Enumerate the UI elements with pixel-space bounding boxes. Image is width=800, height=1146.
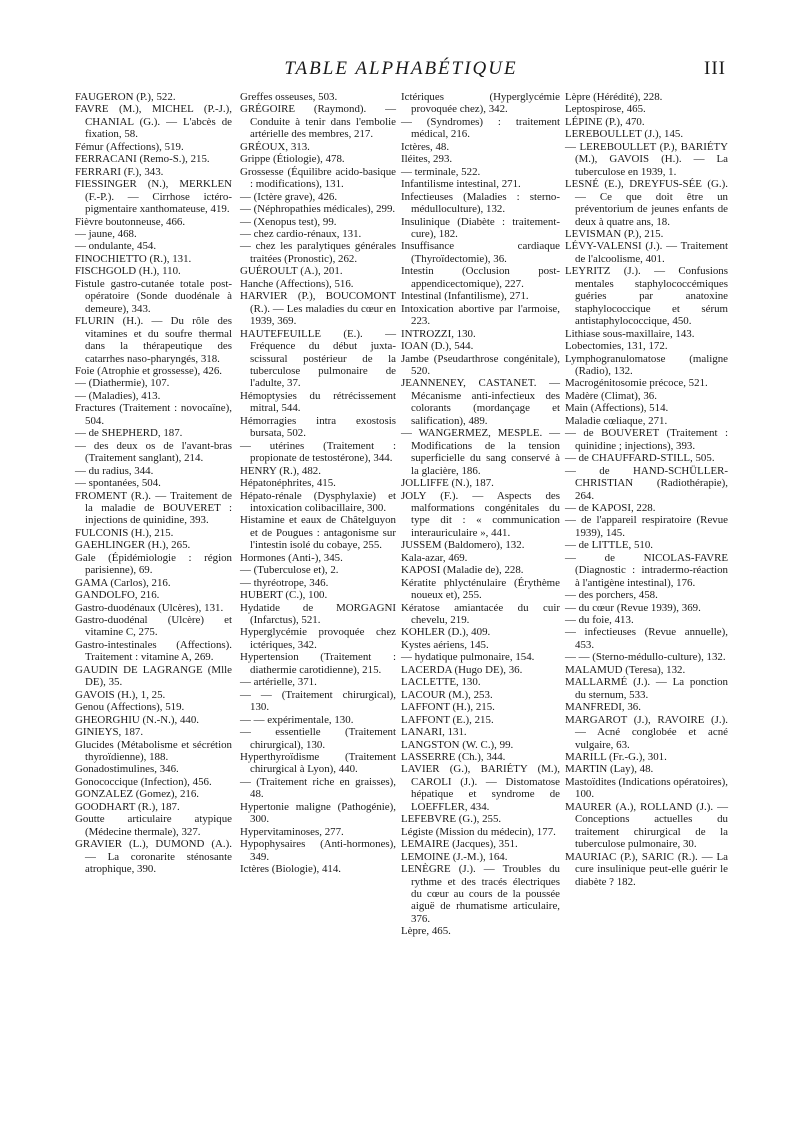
index-entry: GAVOIS (H.), 1, 25. — [75, 688, 166, 701]
index-entry: LEMAIRE (Jacques), 351. — [401, 838, 518, 851]
page-title: TABLE ALPHABÉTIQUE — [284, 58, 518, 79]
index-entry: Grippe (Étiologie), 478. — [240, 153, 345, 166]
index-entry: Genou (Affections), 519. — [75, 701, 185, 714]
index-entry: Hydatide de MORGAGNI (Infarctus), 521. — [240, 601, 396, 627]
index-entry: — — (Sterno-médullo-culture), 132. — [565, 651, 726, 664]
index-entry: — utérines (Traitement : propionate de testostérone), 344. — [240, 439, 396, 465]
index-entry: FIESSINGER (N.), MERKLEN (F.-P.). — Cirrhose ictéro-pigmentaire xanthomateuse, 419. — [75, 178, 232, 216]
index-entry: — infectieuses (Revue annuelle), 453. — [565, 626, 728, 651]
index-entry: LESNÉ (E.), DREYFUS-SÉE (G.). — Ce que doit être un préventorium de jeunes enfants de deux à quatre ans, 18. — [565, 178, 728, 228]
index-entry: — (Xenopus test), 99. — [240, 215, 337, 228]
index-entry: FERRACANI (Remo-S.), 215. — [75, 153, 210, 166]
index-entry: Gastro-intestinales (Affections). Traitement : vitamine A, 269. — [75, 638, 232, 664]
index-entry: Hanche (Affections), 516. — [240, 277, 354, 290]
index-entry: FAUGERON (P.), 522. — [75, 91, 176, 103]
index-entry: LANGSTON (W. C.), 99. — [401, 738, 514, 751]
index-entry: — chez les paralytiques générales traitées (Pronostic), 262. — [240, 240, 396, 265]
index-entry: GRAVIER (L.), DUMOND (A.). — La coronarite sténosante atrophique, 390. — [75, 838, 232, 876]
index-entry: Glucides (Métabolisme et sécrétion thyroïdienne), 188. — [75, 738, 232, 764]
index-entry: KOHLER (D.), 409. — [401, 626, 491, 639]
index-entry: Grossesse (Équilibre acido-basique : modifications), 131. — [240, 165, 396, 191]
index-entry: Leptospirose, 465. — [565, 103, 646, 116]
index-entry: Hypertonie maligne (Pathogénie), 300. — [240, 800, 396, 826]
index-entry: — thyréotrope, 346. — [240, 576, 329, 589]
index-entry: — de l'appareil respiratoire (Revue 1939), 145. — [565, 514, 728, 539]
index-entry: Madère (Climat), 36. — [565, 389, 657, 402]
index-entry: GUÉROULT (A.), 201. — [240, 265, 343, 278]
index-entry: LEMOINE (J.-M.), 164. — [401, 850, 508, 863]
index-entry: FAVRE (M.), MICHEL (P.-J.), CHANIAL (G.). — L'abcès de fixation, 58. — [75, 103, 232, 141]
index-entry: — de LITTLE, 510. — [565, 539, 654, 552]
index-column-1 — [75, 91, 232, 876]
index-entry: Gastro-duodénal (Ulcère) et vitamine C, 275. — [75, 614, 232, 639]
index-entry: GAMA (Carlos), 216. — [75, 576, 171, 589]
index-entry: LACOUR (M.), 253. — [401, 688, 493, 701]
index-entry: Gastro-duodénaux (Ulcères), 131. — [75, 601, 224, 614]
index-entry: JOLY (F.). — Aspects des malformations congénitales du type dit : « communication interauriculaire », 441. — [401, 489, 560, 539]
index-entry: — spontanées, 504. — [75, 477, 161, 490]
index-entry: — (Tuberculose et), 2. — [240, 564, 339, 577]
index-entry: — de NICOLAS-FAVRE (Diagnostic : intradermo-réaction à l'antigène intestinal), 176. — [565, 551, 728, 589]
index-entry: — jaune, 468. — [75, 227, 137, 240]
index-entry: Maladie cœliaque, 271. — [565, 414, 668, 427]
index-entry: — (Maladies), 413. — [75, 389, 161, 402]
index-entry: — (Syndromes) : traitement médical, 216. — [401, 115, 560, 141]
index-entry: Hyperglycémie provoquée chez ictériques, 342. — [240, 626, 396, 651]
index-entry: Intoxication abortive par l'armoise, 223. — [401, 302, 560, 328]
index-entry: GRÉGOIRE (Raymond). — Conduite à tenir dans l'embolie artérielle des membres, 217. — [240, 103, 396, 141]
index-entry: JEANNENEY, CASTANET. — Mécanisme anti-infectieux des colorants (mordançage et salification), 489. — [401, 377, 560, 427]
index-entry: LEVISMAN (P.), 215. — [565, 227, 664, 240]
index-entry: Infectieuses (Maladies : sterno-médulloculture), 132. — [401, 190, 560, 216]
index-entry: Ictériques (Hyperglycémie provoquée chez), 342. — [401, 91, 560, 116]
index-entry: Main (Affections), 514. — [565, 402, 669, 415]
index-entry: GINIEYS, 187. — [75, 726, 144, 739]
index-entry: Lèpre (Hérédité), 228. — [565, 91, 663, 103]
index-entry: — chez cardio-rénaux, 131. — [240, 227, 362, 240]
index-entry: MARTIN (Lay), 48. — [565, 763, 654, 776]
index-entry: GOODHART (R.), 187. — [75, 800, 180, 813]
index-entry: GHEORGHIU (N.-N.), 440. — [75, 713, 200, 726]
index-entry: Gonococcique (Infection), 456. — [75, 775, 212, 788]
index-entry: — des porchers, 458. — [565, 589, 658, 602]
index-entry: LACERDA (Hugo DE), 36. — [401, 663, 523, 676]
index-entry: INTROZZI, 130. — [401, 327, 476, 340]
index-entry: — artérielle, 371. — [240, 676, 317, 689]
index-entry: — — (Traitement chirurgical), 130. — [240, 688, 396, 714]
index-entry: — du radius, 344. — [75, 464, 154, 477]
index-entry: Hépato-rénale (Dysphylaxie) et intoxication colibacillaire, 300. — [240, 489, 396, 514]
index-entry: Greffes osseuses, 503. — [240, 91, 338, 103]
index-entry: LASSERRE (Ch.), 344. — [401, 751, 506, 764]
index-entry: Lymphogranulomatose (maligne (Radio), 132. — [565, 352, 728, 377]
index-entry: Kératose amiantacée du cuir chevelu, 219. — [401, 601, 560, 627]
index-entry: JOLLIFFE (N.), 187. — [401, 477, 494, 490]
index-entry: MAURER (A.), ROLLAND (J.). — Conceptions actuelles du traitement chirurgical de la tuberculose pulmonaire, 30. — [565, 800, 728, 851]
index-entry: Ictères, 48. — [401, 140, 450, 153]
index-entry: Infantilisme intestinal, 271. — [401, 178, 521, 191]
index-entry: — de HAND-SCHÜLLER-CHRISTIAN (Radiothérapie), 264. — [565, 464, 728, 502]
index-entry: — essentielle (Traitement chirurgical), 130. — [240, 726, 396, 751]
index-entry: — hydatique pulmonaire, 154. — [401, 651, 535, 664]
index-entry: LANARI, 131. — [401, 726, 467, 739]
index-entry: Lithiase sous-maxillaire, 143. — [565, 327, 695, 340]
index-entry: Fistule gastro-cutanée totale post-opératoire (Sonde duodénale à demeure), 343. — [75, 277, 232, 315]
index-entry: — terminale, 522. — [401, 165, 481, 178]
index-entry: — ondulante, 454. — [75, 240, 157, 253]
index-entry: Jambe (Pseudarthrose congénitale), 520. — [401, 352, 560, 377]
index-entry: HUBERT (C.), 100. — [240, 589, 328, 602]
index-entry: GAUDIN DE LAGRANGE (Mlle DE), 35. — [75, 663, 232, 689]
index-entry: GANDOLFO, 216. — [75, 589, 160, 602]
index-entry: Hypophysaires (Anti-hormones), 349. — [240, 838, 396, 863]
index-entry: Intestinal (Infantilisme), 271. — [401, 290, 529, 303]
index-entry: GAEHLINGER (H.), 265. — [75, 539, 191, 552]
index-entry: LEYRITZ (J.). — Confusions mentales staphylococcémiques guéries par anatoxine staphylococcique et sérum antistaphylococcique, 450. — [565, 265, 728, 328]
index-entry: — (Ictère grave), 426. — [240, 190, 338, 203]
index-entry: — du foie, 413. — [565, 614, 634, 627]
index-entry: — — expérimentale, 130. — [240, 713, 354, 726]
index-entry: Ictères (Biologie), 414. — [240, 863, 342, 876]
index-entry: GONZALEZ (Gomez), 216. — [75, 788, 199, 801]
index-entry: Hémorragies intra exostosis bursata, 502. — [240, 414, 396, 440]
index-entry: Goutte articulaire atypique (Médecine thermale), 327. — [75, 813, 232, 838]
index-entry: Hépatonéphrites, 415. — [240, 477, 336, 490]
index-column-2 — [240, 91, 396, 876]
index-entry: — de SHEPHERD, 187. — [75, 427, 183, 440]
index-column-4 — [565, 91, 728, 888]
index-entry: LENÈGRE (J.). — Troubles du rythme et des tracés électriques du cœur au cours de la poussée aiguë de rhumatisme articulaire, 376. — [401, 863, 560, 925]
index-entry: LEREBOULLET (J.), 145. — [565, 128, 684, 141]
index-entry: FERRARI (F.), 343. — [75, 165, 164, 178]
index-entry: — des deux os de l'avant-bras (Traitement sanglant), 214. — [75, 439, 232, 465]
index-entry: Hémoptysies du rétrécissement mitral, 544. — [240, 389, 396, 415]
index-entry: Hormones (Anti-), 345. — [240, 551, 343, 564]
index-entry: KAPOSI (Maladie de), 228. — [401, 564, 524, 577]
index-entry: FINOCHIETTO (R.), 131. — [75, 252, 192, 265]
index-entry: JUSSEM (Baldomero), 132. — [401, 539, 525, 552]
index-entry: MAURIAC (P.), SARIC (R.). — La cure insulinique peut-elle guérir le diabète ? 182. — [565, 850, 728, 888]
index-entry: HARVIER (P.), BOUCOMONT (R.). — Les maladies du cœur en 1939, 369. — [240, 290, 396, 328]
index-entry: LAFFONT (H.), 215. — [401, 701, 495, 714]
index-entry: Histamine et eaux de Châtelguyon et de Pougues : antagonisme sur l'intestin isolé du cobaye, 255. — [240, 514, 396, 552]
index-entry: Hyperthyroïdisme (Traitement chirurgical à Lyon), 440. — [240, 751, 396, 776]
index-entry: MALAMUD (Teresa), 132. — [565, 663, 686, 676]
index-entry: — LEREBOULLET (P.), BARIÉTY (M.), GAVOIS (H.). — La tuberculose en 1939, 1. — [565, 140, 728, 178]
index-entry: LÉPINE (P.), 470. — [565, 115, 645, 128]
index-entry: HENRY (R.), 482. — [240, 464, 321, 477]
index-entry: FISCHGOLD (H.), 110. — [75, 265, 181, 278]
index-entry: Kala-azar, 469. — [401, 551, 468, 564]
index-entry: Hypertension (Traitement : diathermie carotidienne), 215. — [240, 651, 396, 676]
index-entry: Kératite phlycténulaire (Érythème noueux et), 255. — [401, 576, 560, 602]
index-entry: Macrogénitosomie précoce, 521. — [565, 377, 708, 390]
index-entry: FLURIN (H.). — Du rôle des vitamines et du soufre thermal dans la thérapeutique des catarrhes naso-pharyngés, 318. — [75, 315, 232, 365]
index-entry: — de CHAUFFARD-STILL, 505. — [565, 452, 715, 465]
index-entry: — WANGERMEZ, MESPLE. — Modifications de la tension superficielle du sang conservé à la glacière, 186. — [401, 427, 560, 477]
index-entry: FROMENT (R.). — Traitement de la maladie de BOUVERET : injections de quinidine, 393. — [75, 489, 232, 527]
index-entry: Insulinique (Diabète : traitement-cure), 182. — [401, 215, 560, 240]
index-entry: — (Néphropathies médicales), 299. — [240, 203, 396, 216]
index-entry: Mastoïdites (Indications opératoires), 100. — [565, 775, 729, 801]
index-entry: FULCONIS (H.), 215. — [75, 526, 174, 539]
index-entry: Lèpre, 465. — [401, 925, 451, 938]
index-entry: MALLARMÉ (J.). — La ponction du sternum, 533. — [565, 676, 728, 701]
index-entry: — de KAPOSI, 228. — [565, 501, 656, 514]
index-entry: Intestin (Occlusion post-appendicectomique), 227. — [401, 265, 560, 290]
index-entry: Iléites, 293. — [401, 153, 453, 166]
index-entry: Fièvre boutonneuse, 466. — [75, 215, 186, 228]
index-entry: MANFREDI, 36. — [565, 701, 641, 714]
index-entry: IOAN (D.), 544. — [401, 340, 474, 353]
index-entry: Fractures (Traitement : novocaïne), 504. — [75, 402, 232, 427]
index-entry: — de BOUVERET (Traitement : quinidine ; injections), 393. — [565, 427, 728, 452]
index-column-3 — [401, 91, 560, 938]
index-entry: LEFEBVRE (G.), 255. — [401, 813, 502, 826]
index-entry: Gale (Épidémiologie : région parisienne), 69. — [75, 551, 232, 577]
index-entry: Insuffisance cardiaque (Thyroïdectomie), 36. — [401, 240, 560, 265]
index-entry: Légiste (Mission du médecin), 177. — [401, 825, 556, 838]
index-entry: — du cœur (Revue 1939), 369. — [565, 601, 701, 614]
index-entry: LAVIER (G.), BARIÉTY (M.), CAROLI (J.). — Distomatose hépatique et syndrome de LOEFFLER, 434. — [401, 763, 560, 813]
index-entry: — (Traitement riche en graisses), 48. — [240, 775, 396, 801]
index-entry: Hypervitaminoses, 277. — [240, 825, 344, 838]
index-entry: Lobectomies, 131, 172. — [565, 340, 668, 353]
index-entry: HAUTEFEUILLE (E.). — Fréquence du début juxta-scissural postérieur de la tuberculose pulmonaire de l'adulte, 37. — [240, 327, 396, 390]
index-entry: LÉVY-VALENSI (J.). — Traitement de l'alcoolisme, 401. — [565, 240, 728, 265]
index-entry: LACLETTE, 130. — [401, 676, 481, 689]
page-header — [76, 58, 726, 88]
index-entry: Kystes aériens, 145. — [401, 638, 489, 651]
index-entry: GRÉOUX, 313. — [240, 140, 310, 153]
index-entry: Foie (Atrophie et grossesse), 426. — [75, 364, 222, 377]
page-number: III — [704, 58, 726, 79]
index-entry: MARILL (Fr.-G.), 301. — [565, 751, 667, 764]
index-entry: MARGAROT (J.), RAVOIRE (J.). — Acné conglobée et acné vulgaire, 63. — [565, 713, 728, 751]
index-entry: Fémur (Affections), 519. — [75, 140, 184, 153]
index-entry: LAFFONT (E.), 215. — [401, 713, 494, 726]
index-entry: Gonadostimulines, 346. — [75, 763, 179, 776]
index-entry: — (Diathermie), 107. — [75, 377, 170, 390]
